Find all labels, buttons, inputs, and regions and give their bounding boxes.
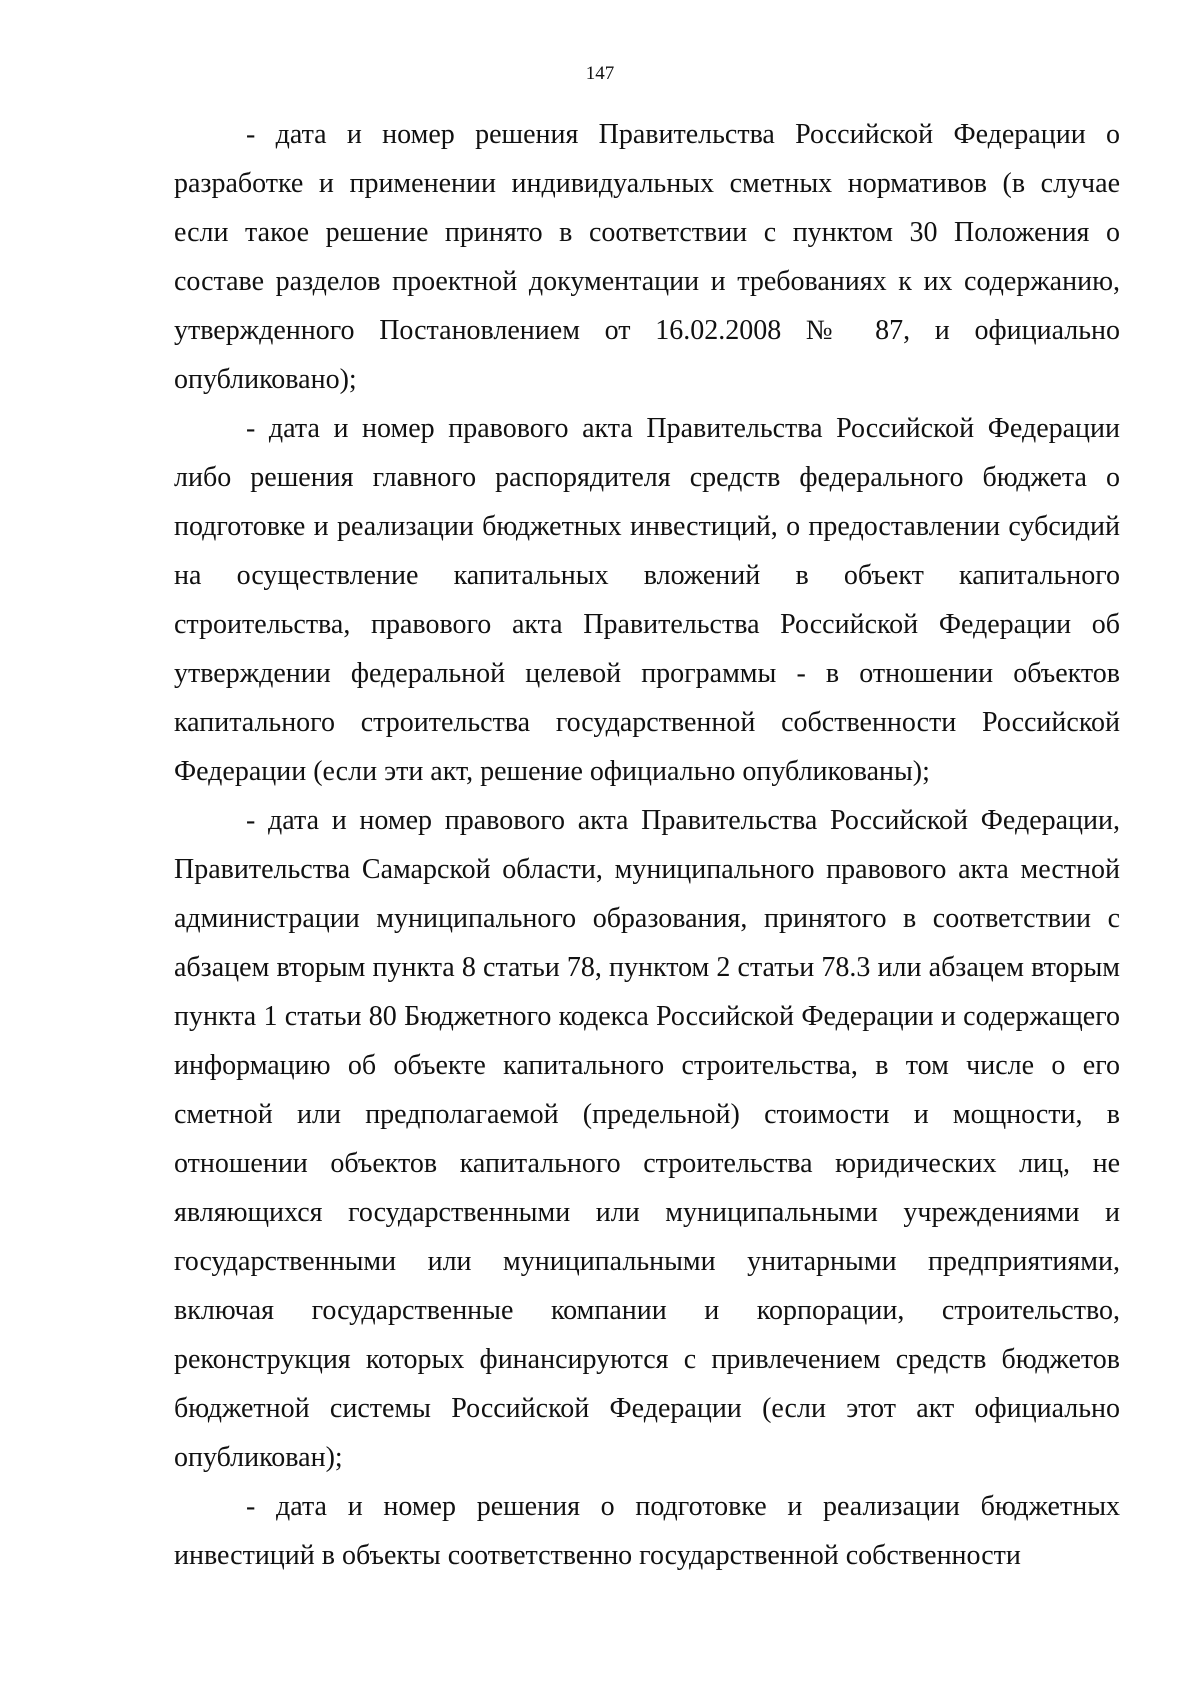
document-body bbox=[174, 110, 1120, 1580]
paragraph-individual-estimate-norms: - дата и номер решения Правительства Российской Федерации о разработке и применении индивидуальных сметных нормативов (в случае если такое решение принято в соответствии с пунктом 30 Положения о составе разделов проектной документации и требованиях к их содержанию, утвержденного Постановлением от 16.02.2008 № 87, и официально опубликовано); bbox=[174, 119, 1120, 395]
page-number: 147 bbox=[585, 63, 615, 84]
paragraph-legal-entities-capital-construction: - дата и номер правового акта Правительства Российской Федерации, Правительства Самарской области, муниципального правового акта местной администрации муниципального образования, принятого в соответствии с абзацем вторым пункта 8 статьи 78, пунктом 2 статьи 78.3 или абзацем вторым пункта 1 статьи 80 Бюджетного кодекса Российской Федерации и содержащего информацию об объекте капитального строительства, в том числе о его сметной или предполагаемой (предельной) стоимости и мощности, в отношении объектов капитального строительства юридических лиц, не являющихся государственными или муниципальными учреждениями и государственными или муниципальными унитарными предприятиями, включая государственные компании и корпорации, строительство, реконструкция которых финансируются с привлечением средств бюджетов бюджетной системы Российской Федерации (если этот акт официально опубликован); bbox=[174, 805, 1120, 1473]
paragraph-federal-budget-investments: - дата и номер правового акта Правительства Российской Федерации либо решения главного распорядителя средств федерального бюджета о подготовке и реализации бюджетных инвестиций, о предоставлении субсидий на осуществление капитальных вложений в объект капитального строительства, правового акта Правительства Российской Федерации об утверждении федеральной целевой программы - в отношении объектов капитального строительства государственной собственности Российской Федерации (если эти акт, решение официально опубликованы); bbox=[174, 413, 1120, 787]
paragraph-budget-investments-decision: - дата и номер решения о подготовке и реализации бюджетных инвестиций в объекты соответственно государственной собственности bbox=[174, 1491, 1120, 1571]
